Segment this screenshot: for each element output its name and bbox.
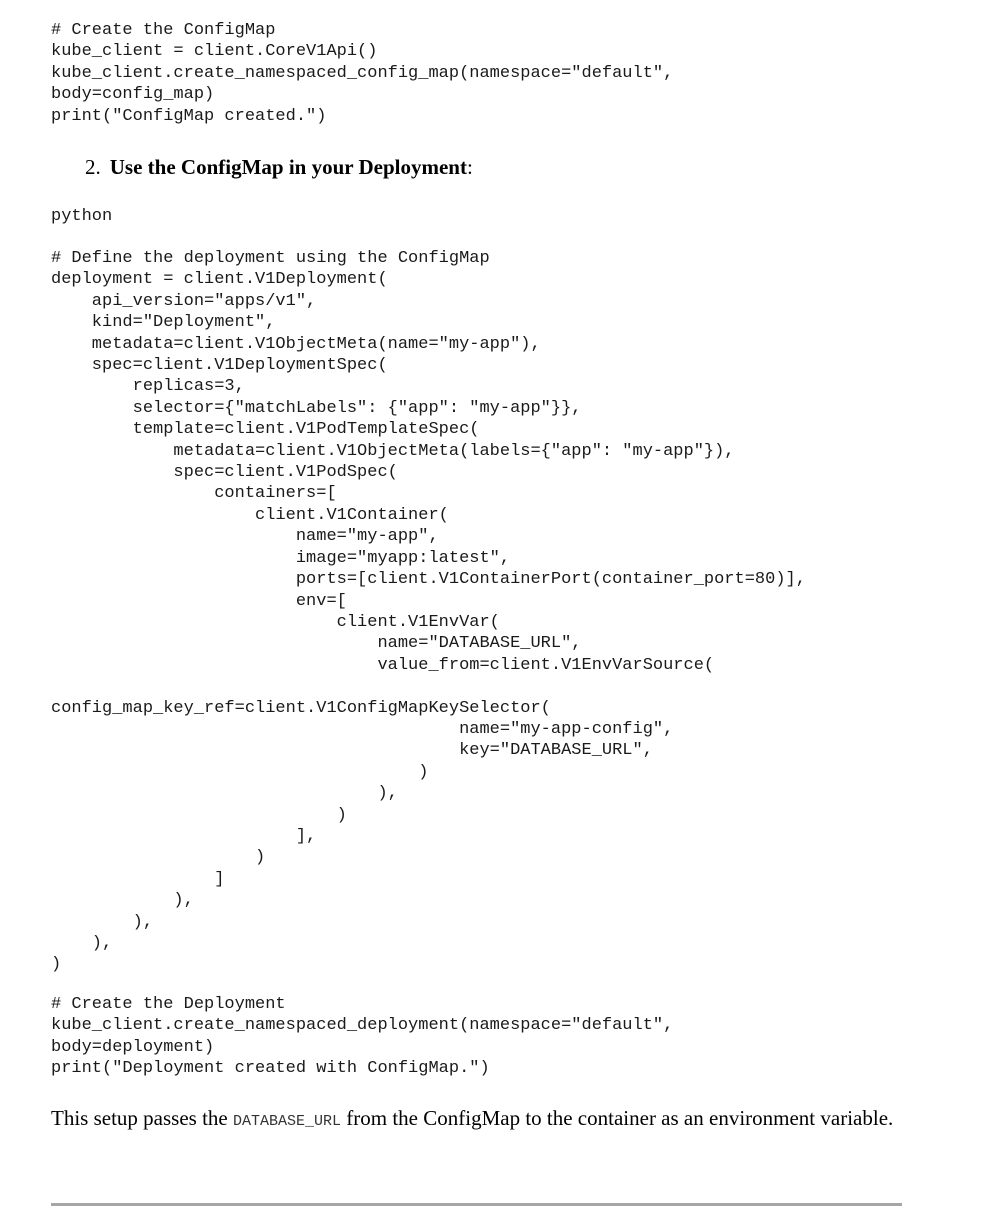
summary-paragraph (51, 1105, 921, 1135)
configmap-create-code: # Create the ConfigMap kube_client = client.CoreV1Api() kube_client.create_namespaced_config_map(namespace="default", body=config_map) print("ConfigMap created.") (51, 21, 674, 126)
step-title: Use the ConfigMap in your Deployment (109, 155, 467, 179)
deployment-create-code: # Create the Deployment kube_client.create_namespaced_deployment(namespace="default", body=deployment) print("Deployment created with ConfigMap.") (51, 995, 674, 1079)
summary-code-term: DATABASE_URL (232, 1113, 342, 1130)
deployment-definition-code: # Define the deployment using the ConfigMap deployment = client.V1Deployment( api_version="apps/v1", kind="Deployment", metadata=client.V1ObjectMeta(name="my-app"), spec=client.V1DeploymentSpec( replicas=3, selector={"matchLabels": {"app": "my-app"}}, template=client.V1PodTemplateSpec( metadata=client.V1ObjectMeta(labels={"app": "my-app"}), spec=client.V1PodSpec( containers=[ client.V1Container( name="my-app", image="myapp:latest", ports=[client.V1ContainerPort(container_port=80)], env=[ client.V1EnvVar( name="DATABASE_URL", value_from=client.V1EnvVarSource( config_map_key_ref=client.V1ConfigMapKeySelector( name="my-app-config", key="DATABASE_URL", ) ), ) ], ) ] ), ), ), ) (51, 249, 806, 975)
summary-text-after: from the ConfigMap to the container as an environment variable. (341, 1106, 894, 1130)
step-heading (85, 153, 473, 181)
step-title-suffix: : (466, 155, 473, 179)
code-language-label: python (51, 207, 113, 226)
horizontal-divider (51, 1203, 902, 1206)
summary-text-before: This setup passes the (51, 1106, 233, 1130)
step-number: 2. (85, 155, 101, 179)
